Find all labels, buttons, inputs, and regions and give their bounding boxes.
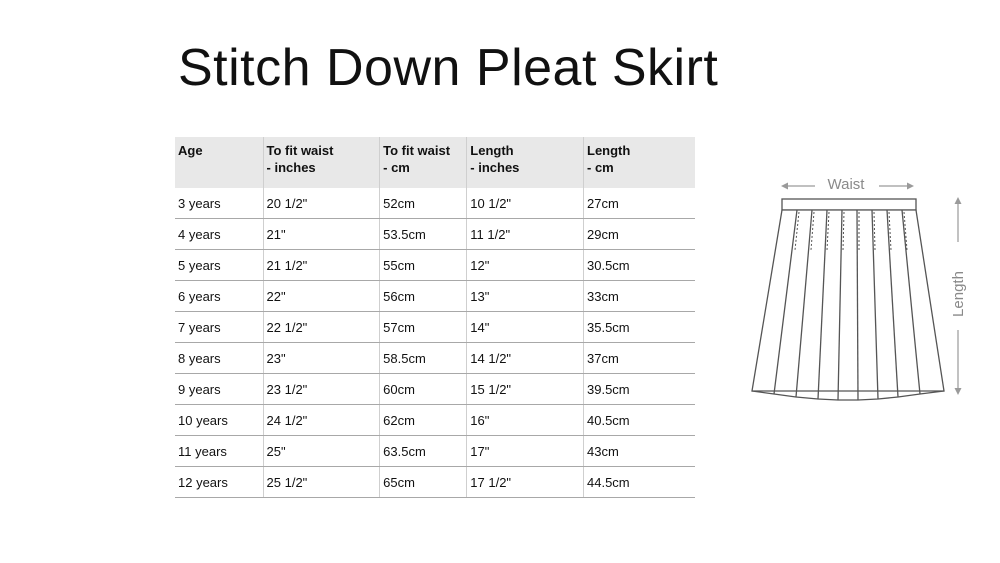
cell-length-inches: 15 1/2" (467, 374, 584, 405)
table-row (175, 467, 695, 498)
skirt-illustration (745, 170, 975, 405)
skirt-diagram (745, 170, 975, 405)
cell-length-cm: 37cm (584, 343, 696, 374)
header-waist-inches: To fit waist - inches (263, 137, 380, 188)
cell-age: 3 years (175, 188, 263, 219)
header-age: Age (175, 137, 263, 188)
header-length-inches: Length - inches (467, 137, 584, 188)
cell-waist-cm: 62cm (380, 405, 467, 436)
cell-length-cm: 33cm (584, 281, 696, 312)
length-label: Length (950, 271, 967, 317)
waist-label: Waist (827, 176, 865, 193)
cell-age: 5 years (175, 250, 263, 281)
header-length-cm: Length - cm (584, 137, 696, 188)
table-row (175, 343, 695, 374)
cell-age: 11 years (175, 436, 263, 467)
table-row (175, 281, 695, 312)
cell-waist-inches: 24 1/2" (263, 405, 380, 436)
cell-length-cm: 44.5cm (584, 467, 696, 498)
cell-length-inches: 17" (467, 436, 584, 467)
table-header-row (175, 137, 695, 188)
cell-age: 8 years (175, 343, 263, 374)
cell-length-cm: 27cm (584, 188, 696, 219)
cell-length-inches: 17 1/2" (467, 467, 584, 498)
cell-length-cm: 35.5cm (584, 312, 696, 343)
table-row (175, 312, 695, 343)
cell-length-inches: 13" (467, 281, 584, 312)
cell-age: 4 years (175, 219, 263, 250)
cell-length-cm: 40.5cm (584, 405, 696, 436)
header-waist-cm: To fit waist - cm (380, 137, 467, 188)
cell-length-inches: 12" (467, 250, 584, 281)
table-row (175, 405, 695, 436)
cell-age: 9 years (175, 374, 263, 405)
cell-waist-inches: 20 1/2" (263, 188, 380, 219)
cell-waist-inches: 22 1/2" (263, 312, 380, 343)
cell-waist-cm: 55cm (380, 250, 467, 281)
table-row (175, 436, 695, 467)
cell-length-inches: 11 1/2" (467, 219, 584, 250)
cell-waist-cm: 65cm (380, 467, 467, 498)
cell-waist-cm: 56cm (380, 281, 467, 312)
cell-age: 12 years (175, 467, 263, 498)
cell-waist-inches: 22" (263, 281, 380, 312)
cell-waist-inches: 23" (263, 343, 380, 374)
cell-length-inches: 10 1/2" (467, 188, 584, 219)
table-row (175, 374, 695, 405)
skirt-shape (752, 199, 944, 400)
table-row (175, 188, 695, 219)
cell-length-cm: 29cm (584, 219, 696, 250)
cell-length-inches: 16" (467, 405, 584, 436)
cell-age: 7 years (175, 312, 263, 343)
cell-length-inches: 14" (467, 312, 584, 343)
cell-waist-cm: 52cm (380, 188, 467, 219)
cell-waist-cm: 58.5cm (380, 343, 467, 374)
page-title: Stitch Down Pleat Skirt (178, 39, 719, 97)
cell-waist-inches: 23 1/2" (263, 374, 380, 405)
cell-waist-cm: 53.5cm (380, 219, 467, 250)
size-chart-table (175, 137, 695, 498)
cell-waist-inches: 21" (263, 219, 380, 250)
cell-age: 10 years (175, 405, 263, 436)
cell-waist-cm: 60cm (380, 374, 467, 405)
cell-length-cm: 30.5cm (584, 250, 696, 281)
cell-length-inches: 14 1/2" (467, 343, 584, 374)
cell-waist-inches: 25" (263, 436, 380, 467)
cell-waist-inches: 25 1/2" (263, 467, 380, 498)
table-row (175, 250, 695, 281)
cell-waist-cm: 63.5cm (380, 436, 467, 467)
cell-age: 6 years (175, 281, 263, 312)
cell-waist-cm: 57cm (380, 312, 467, 343)
cell-waist-inches: 21 1/2" (263, 250, 380, 281)
table-row (175, 219, 695, 250)
cell-length-cm: 43cm (584, 436, 696, 467)
cell-length-cm: 39.5cm (584, 374, 696, 405)
